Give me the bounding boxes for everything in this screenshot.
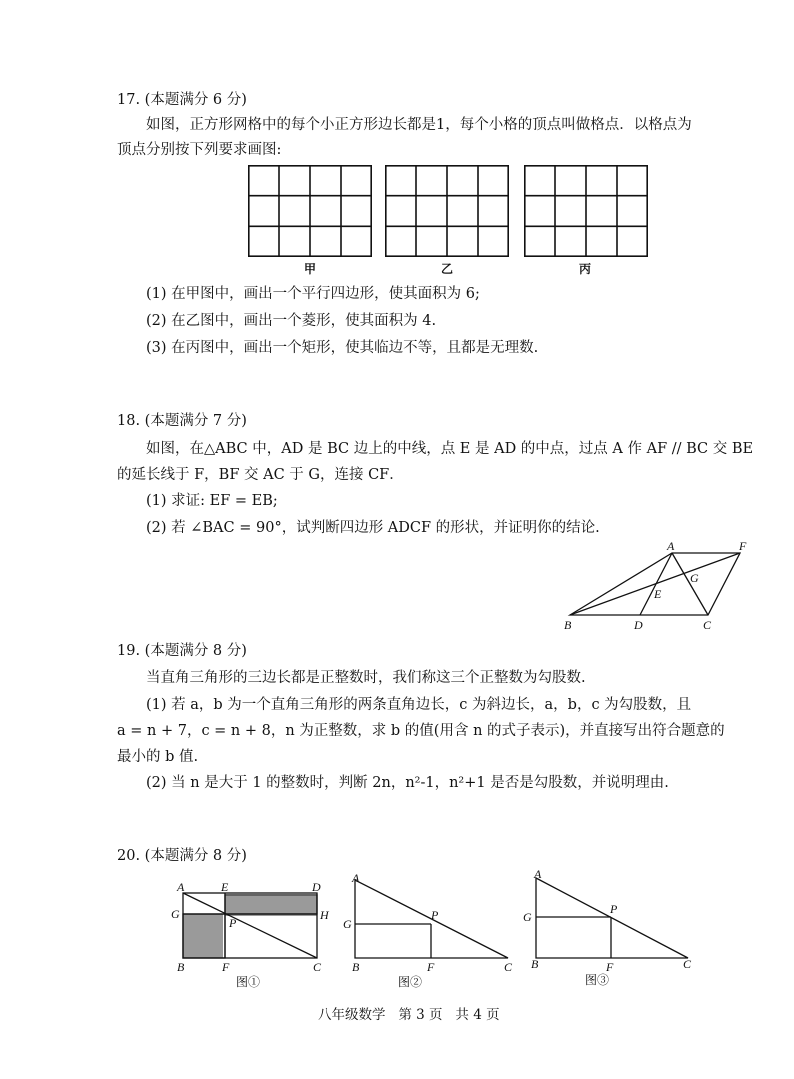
q17-part1: (1) 在甲图中，画出一个平行四边形，使其面积为 6; <box>146 286 480 302</box>
q18-label-f: F <box>739 539 747 553</box>
q18-label-e: E <box>654 587 662 601</box>
fig1-label-g: G <box>171 907 180 921</box>
fig1-label-b: B <box>177 960 185 974</box>
fig1-label-f: F <box>222 960 230 974</box>
fig1-caption: 图① <box>236 975 261 989</box>
q18-label-a: A <box>667 539 675 553</box>
q19-part1-line3: 最小的 b 值. <box>117 749 199 765</box>
fig1-label-h: H <box>320 908 329 922</box>
q19-part1-line1: (1) 若 a，b 为一个直角三角形的两条直角边长，c 为斜边长，a，b，c 为勾股数，且 <box>146 697 692 713</box>
fig3-label-g: G <box>523 910 532 924</box>
fig1-label-e: E <box>221 880 229 894</box>
q17-part2: (2) 在乙图中，画出一个菱形，使其面积为 4. <box>146 313 437 329</box>
fig3-label-f: F <box>606 960 614 974</box>
q17-intro-line2: 顶点分别按下列要求画图: <box>117 142 282 158</box>
page-footer: 八年级数学 第 3 页 共 4 页 <box>318 1007 500 1023</box>
fig1-label-a: A <box>177 880 185 894</box>
q18-intro-line2: 的延长线于 F，BF 交 AC 于 G，连接 CF． <box>117 467 404 483</box>
fig3-label-c: C <box>683 957 692 971</box>
q18-label-g: G <box>690 571 699 585</box>
fig3-label-a: A <box>534 867 542 881</box>
q18-label-d: D <box>634 618 643 632</box>
q18-intro-line1: 如图，在△ABC 中，AD 是 BC 边上的中线，点 E 是 AD 的中点，过点 A 作 AF // BC 交 BE <box>146 441 754 457</box>
q18-part2: (2) 若 ∠BAC = 90°，试判断四边形 ADCF 的形状，并证明你的结论. <box>146 520 600 536</box>
q19-part2: (2) 当 n 是大于 1 的整数时，判断 2n，n²-1，n²+1 是否是勾股数，并说明理由. <box>146 775 669 791</box>
fig1-label-p: P <box>229 916 237 930</box>
fig2-label-f: F <box>427 960 435 974</box>
fig2-label-g: G <box>343 917 352 931</box>
q19-intro: 当直角三角形的三边长都是正整数时，我们称这三个正整数为勾股数. <box>146 670 586 686</box>
q18-label-c: C <box>703 618 712 632</box>
q18-part1: (1) 求证: EF = EB; <box>146 493 278 509</box>
fig3-label-p: P <box>610 902 618 916</box>
q19-part1-line2: a = n + 7，c = n + 8，n 为正整数，求 b 的值(用含 n 的式子表示)，并直接写出符合题意的 <box>117 723 725 739</box>
fig2-label-a: A <box>352 871 360 885</box>
fig2-label-p: P <box>431 908 439 922</box>
fig1-label-d: D <box>312 880 321 894</box>
fig3-label-b: B <box>531 957 539 971</box>
grid-label-bing: 丙 <box>579 262 592 276</box>
fig2-label-c: C <box>504 960 513 974</box>
q18-heading: 18. (本题满分 7 分) <box>117 413 247 429</box>
q17-heading: 17. (本题满分 6 分) <box>117 92 247 108</box>
fig3-caption: 图③ <box>585 973 610 987</box>
q20-heading: 20. (本题满分 8 分) <box>117 848 247 864</box>
q17-part3: (3) 在丙图中，画出一个矩形，使其临边不等，且都是无理数. <box>146 340 539 356</box>
fig2-caption: 图② <box>398 975 423 989</box>
fig2-label-b: B <box>352 960 360 974</box>
q18-label-b: B <box>564 618 572 632</box>
fig1-label-c: C <box>313 960 322 974</box>
q17-intro-line1: 如图，正方形网格中的每个小正方形边长都是1，每个小格的顶点叫做格点．以格点为 <box>146 117 692 133</box>
grid-label-jia: 甲 <box>304 262 317 276</box>
q19-heading: 19. (本题满分 8 分) <box>117 643 247 659</box>
grid-label-yi: 乙 <box>441 262 454 276</box>
